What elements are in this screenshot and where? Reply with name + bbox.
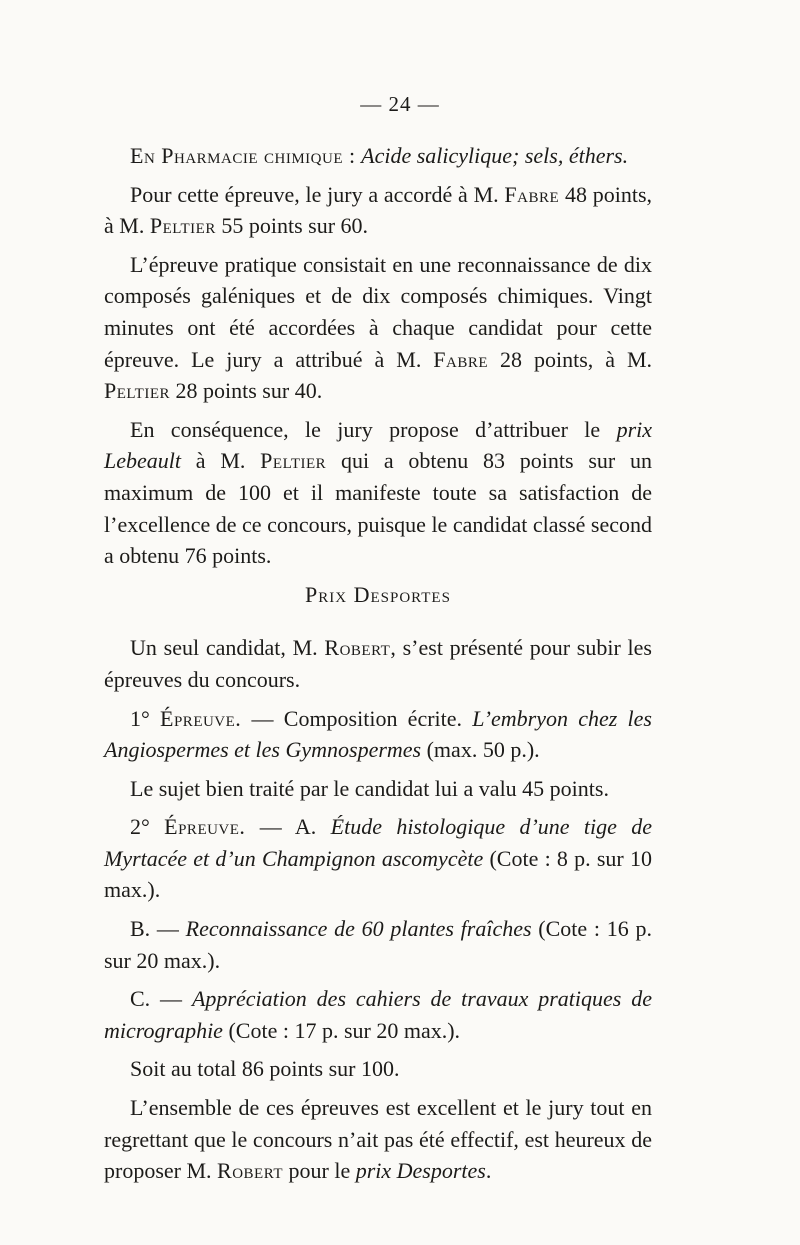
epreuve-topic: Reconnaissance de 60 plantes fraîches <box>185 916 532 942</box>
subject-topic: Acide salicylique; sels, éthers. <box>361 143 629 168</box>
candidate-name: Peltier <box>260 448 327 474</box>
text-segment: B. — <box>130 916 186 942</box>
text-segment: . <box>485 1158 492 1184</box>
paragraph-epreuve-2b <box>104 913 652 976</box>
paragraph-epreuve-2a <box>104 811 652 906</box>
text-segment: L’épreuve pratique consistait en une reconnaissance de dix composés galéniques et de dix composés chimiques. Vingt minutes ont été accordées à chaque candidat pour cette épreuve. Le jury a attribué à M. <box>104 251 652 372</box>
text-segment: 48 points, à M. <box>104 181 653 239</box>
text-segment: , s’est présenté pour subir les épreuves du concours. <box>104 635 652 692</box>
text-segment: C. — <box>130 986 192 1012</box>
candidate-name: Fabre <box>504 181 560 207</box>
section-title-prix-desportes: Prix Desportes <box>305 581 451 607</box>
candidate-name: Robert <box>217 1158 283 1184</box>
epreuve-topic: L’embryon chez les Angiospermes et les Gymnospermes <box>104 705 652 763</box>
section-heading-pharmacie <box>104 140 652 172</box>
text-segment: (Cote : 17 p. sur 20 max.). <box>222 1017 461 1043</box>
text-segment: L’ensemble de ces épreuves est excellent et le jury tout en regrettant que le concours n’ait pas été effectif, est heureux de proposer M. <box>104 1095 652 1184</box>
text-segment: (max. 50 p.). <box>421 737 540 763</box>
text-segment: Pour cette épreuve, le jury a accordé à M. <box>130 181 499 207</box>
prize-name: prix Desportes <box>355 1158 486 1184</box>
text-segment: — A. <box>245 814 331 840</box>
paragraph-practical-scores <box>104 249 652 407</box>
subject-label: En Pharmacie chimique : <box>130 143 356 168</box>
epreuve-label: Épreuve. <box>164 814 246 840</box>
text-segment: qui a obtenu 83 points sur un maximum de 100 et il manifeste toute sa satisfaction de l’excellence de ce concours, puisque le candidat classé second a obtenu 76 points. <box>104 448 653 569</box>
text-segment: (Cote : 8 p. sur 10 max.). <box>104 845 652 903</box>
paragraph-prize-lebeault <box>104 414 652 572</box>
epreuve-topic: Appréciation des cahiers de travaux pratiques de micrographie <box>104 986 652 1043</box>
document-body <box>104 140 652 1187</box>
candidate-name: Peltier <box>149 213 216 239</box>
paragraph-epreuve-1-result: Le sujet bien traité par le candidat lui a valu 45 points. <box>130 775 609 801</box>
text-segment: 28 points sur 40. <box>175 378 323 404</box>
epreuve-label: Épreuve. <box>160 705 242 731</box>
candidate-name: Fabre <box>433 346 489 372</box>
text-segment: — Composition écrite. <box>241 705 473 731</box>
text-segment: 55 points sur 60. <box>221 213 369 239</box>
paragraph-conclusion <box>104 1092 652 1187</box>
candidate-name: Robert <box>324 635 391 661</box>
epreuve-topic: Étude histologique d’une tige de Myrtacée et d’un Champignon ascomycète <box>104 814 652 871</box>
text-segment: pour le <box>288 1158 351 1184</box>
page-number: — 24 — <box>360 92 440 116</box>
paragraph-written-scores <box>104 179 652 242</box>
candidate-name: Peltier <box>104 378 171 404</box>
paragraph-epreuve-2c <box>104 983 652 1046</box>
text-segment: (Cote : 16 p. sur 20 max.). <box>104 916 652 973</box>
paragraph-epreuve-1 <box>104 703 652 766</box>
prize-name: prix Lebeault <box>104 416 653 474</box>
epreuve-number: 1° <box>130 705 161 731</box>
epreuve-number: 2° <box>130 814 165 840</box>
text-segment: Un seul candidat, M. <box>130 635 318 661</box>
text-segment: En conséquence, le jury propose d’attribuer le <box>130 416 601 442</box>
paragraph-total: Soit au total 86 points sur 100. <box>130 1056 400 1082</box>
text-segment: à M. <box>195 448 246 474</box>
paragraph-single-candidate <box>104 632 652 695</box>
text-segment: 28 points, à M. <box>500 346 653 372</box>
